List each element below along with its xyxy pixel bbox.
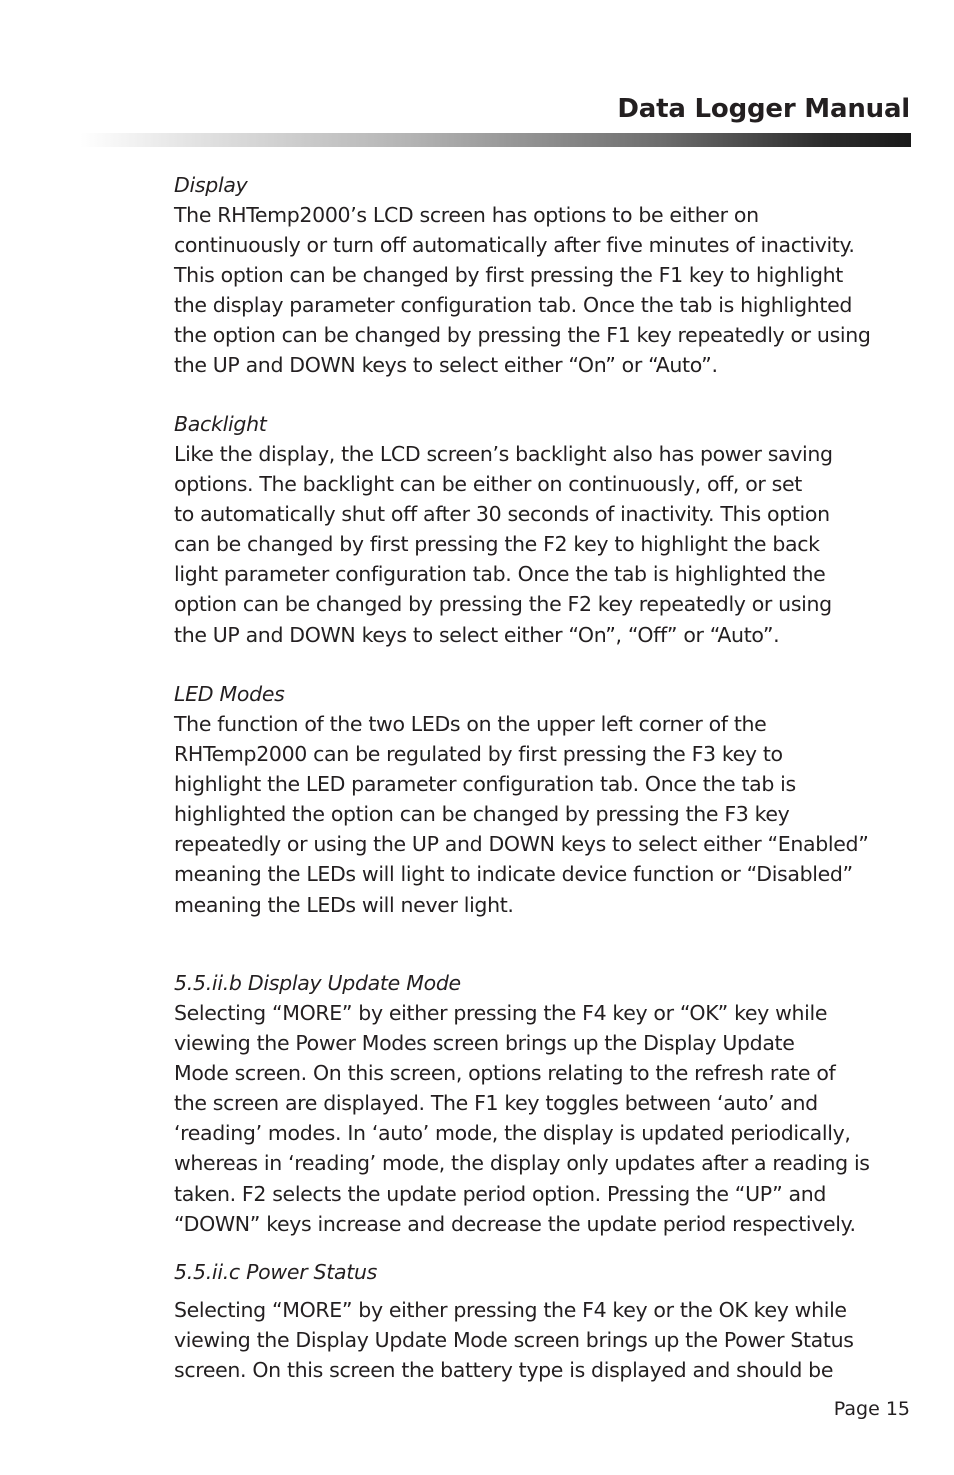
text-line: The RHTemp2000’s LCD screen has options to be either on	[174, 203, 759, 227]
text-line: Selecting “MORE” by either pressing the F4 key or “OK” key while	[174, 1001, 828, 1025]
section-heading-power-status: 5.5.ii.c Power Status	[174, 1260, 378, 1284]
section-heading-display: Display	[174, 173, 248, 197]
text-line: viewing the Display Update Mode screen brings up the Power Status	[174, 1328, 854, 1353]
section-led-modes	[174, 679, 868, 920]
text-line: highlighted the option can be changed by pressing the F3 key	[174, 802, 790, 827]
page-number: Page 15	[833, 1398, 910, 1420]
text-line: the screen are displayed. The F1 key toggles between ‘auto’ and	[174, 1091, 818, 1116]
document-title: Data Logger Manual	[617, 94, 910, 124]
section-power-status	[174, 1257, 854, 1385]
section-display	[174, 170, 871, 381]
section-body-power-status	[174, 1295, 854, 1385]
header-gradient-rule	[80, 133, 911, 147]
section-body-display-update-mode	[174, 998, 870, 1239]
text-line: meaning the LEDs will never light.	[174, 892, 514, 917]
text-line: the display parameter configuration tab. Once the tab is highlighted	[174, 293, 853, 318]
text-line: to automatically shut off after 30 seconds of inactivity. This option	[174, 502, 830, 527]
section-body-led-modes	[174, 709, 868, 920]
text-line: whereas in ‘reading’ mode, the display only updates after a reading is	[174, 1151, 870, 1176]
text-line: the UP and DOWN keys to select either “On”, “Off” or “Auto”.	[174, 622, 780, 647]
text-line: can be changed by first pressing the F2 key to highlight the back	[174, 532, 820, 557]
text-line: RHTemp2000 can be regulated by first pressing the F3 key to	[174, 742, 783, 767]
text-line: Mode screen. On this screen, options relating to the refresh rate of	[174, 1061, 836, 1086]
text-line: options. The backlight can be either on continuously, off, or set	[174, 472, 802, 497]
text-line: Selecting “MORE” by either pressing the F4 key or the OK key while	[174, 1298, 847, 1322]
text-line: light parameter configuration tab. Once the tab is highlighted the	[174, 562, 826, 587]
section-heading-display-update-mode: 5.5.ii.b Display Update Mode	[174, 971, 461, 995]
text-line: repeatedly or using the UP and DOWN keys to select either “Enabled”	[174, 832, 869, 857]
text-line: the option can be changed by pressing the F1 key repeatedly or using	[174, 323, 871, 348]
text-line: continuously or turn off automatically after five minutes of inactivity.	[174, 233, 855, 258]
text-line: screen. On this screen the battery type is displayed and should be	[174, 1358, 834, 1383]
text-line: viewing the Power Modes screen brings up the Display Update	[174, 1031, 795, 1056]
text-line: highlight the LED parameter configuration tab. Once the tab is	[174, 772, 796, 797]
text-line: the UP and DOWN keys to select either “On” or “Auto”.	[174, 353, 718, 378]
section-heading-backlight: Backlight	[174, 412, 267, 436]
text-line: Like the display, the LCD screen’s backlight also has power saving	[174, 442, 833, 466]
section-body-display	[174, 200, 871, 381]
text-line: ‘reading’ modes. In ‘auto’ mode, the display is updated periodically,	[174, 1121, 851, 1146]
section-body-backlight	[174, 439, 833, 650]
text-line: The function of the two LEDs on the upper left corner of the	[174, 712, 767, 736]
text-line: “DOWN” keys increase and decrease the update period respectively.	[174, 1211, 856, 1236]
section-heading-led-modes: LED Modes	[174, 682, 285, 706]
text-line: This option can be changed by first pressing the F1 key to highlight	[174, 263, 843, 288]
text-line: option can be changed by pressing the F2 key repeatedly or using	[174, 592, 832, 617]
text-line: taken. F2 selects the update period option. Pressing the “UP” and	[174, 1181, 827, 1206]
text-line: meaning the LEDs will light to indicate device function or “Disabled”	[174, 862, 853, 887]
section-display-update-mode	[174, 968, 870, 1239]
section-backlight	[174, 409, 833, 650]
